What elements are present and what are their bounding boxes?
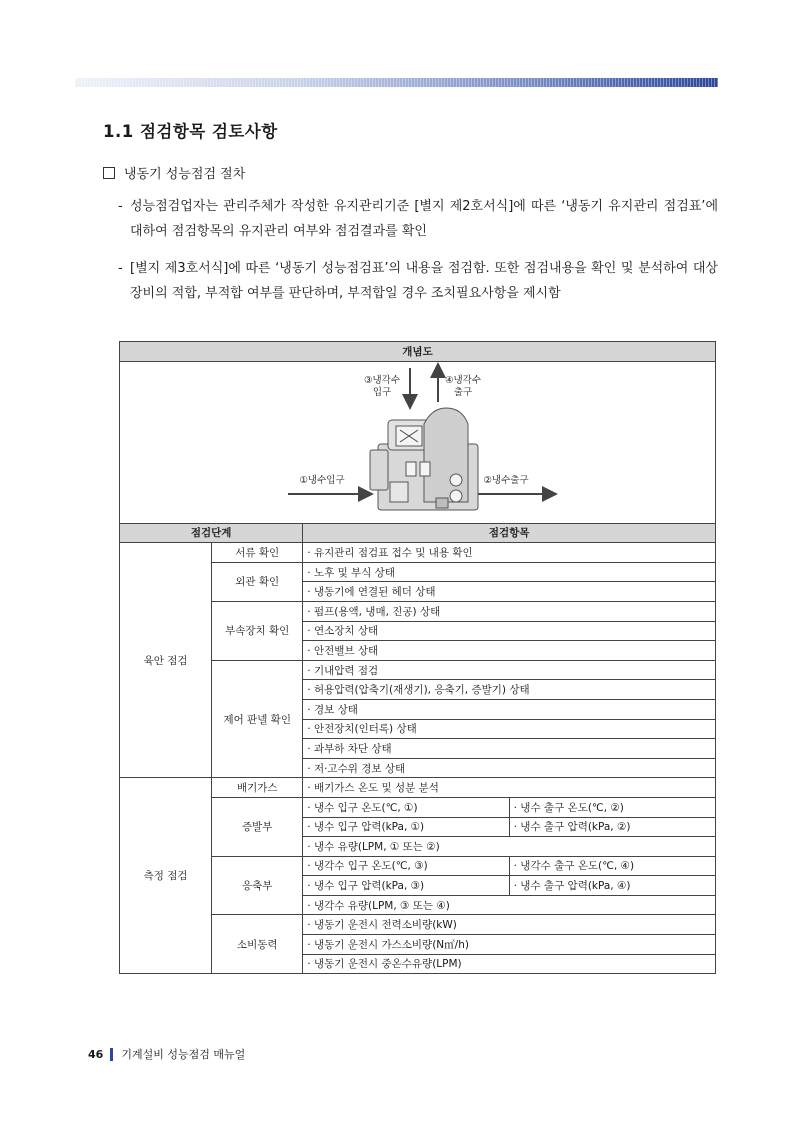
item-cell: · 안전장치(인터록) 상태: [303, 719, 716, 739]
item-cell: · 연소장치 상태: [303, 621, 716, 641]
item-cell: · 유지관리 점검표 접수 및 내용 확인: [303, 543, 716, 563]
sub-condenser: 응축부: [212, 856, 303, 915]
section-title: 1.1 점검항목 검토사항: [103, 122, 278, 141]
chiller-diagram-cell: [120, 361, 716, 523]
item-cell: · 저·고수위 경보 상태: [303, 758, 716, 778]
item-cell: · 냉각수 유량(LPM, ③ 또는 ④): [303, 895, 716, 915]
procedure-heading: [103, 163, 245, 182]
sub-panel-check: 제어 판넬 확인: [212, 660, 303, 778]
item-cell: · 냉동기 운전시 가스소비량(N㎥/h): [303, 935, 716, 955]
label-cooling-water-inlet-2: 입구: [372, 386, 392, 398]
col-items-header: 점검항목: [303, 523, 716, 543]
item-cell: · 펌프(용액, 냉매, 진공) 상태: [303, 601, 716, 621]
item-cell: · 냉수 입구 압력(kPa, ①): [303, 817, 509, 837]
header-gradient-bar: [75, 78, 718, 87]
paragraph-1: [118, 194, 718, 244]
label-chilled-water-outlet: ②냉수출구: [483, 474, 529, 486]
chiller-diagram: [120, 362, 715, 523]
footer-title: 기계설비 성능점검 매뉴얼: [121, 1048, 246, 1061]
sub-doc-check: 서류 확인: [212, 543, 303, 563]
item-cell: · 냉각수 입구 온도(℃, ③): [303, 856, 509, 876]
page-footer: [88, 1046, 245, 1062]
item-cell: · 냉수 입구 온도(℃, ①): [303, 797, 509, 817]
chiller-machine-icon: [370, 408, 478, 510]
item-cell: · 기내압력 점검: [303, 660, 716, 680]
footer-divider: [110, 1048, 113, 1061]
dash-bullet: -: [118, 261, 123, 276]
label-cooling-water-inlet: ③냉각수: [363, 374, 401, 386]
item-cell: · 안전밸브 상태: [303, 641, 716, 661]
item-cell: · 냉수 출구 온도(℃, ②): [509, 797, 715, 817]
item-cell: · 허용압력(압축기(재생기), 응축기, 증발기) 상태: [303, 680, 716, 700]
item-cell: · 냉수 출구 압력(kPa, ④): [509, 876, 715, 896]
item-cell: · 경보 상태: [303, 699, 716, 719]
paragraph-text: 성능점검업자는 관리주체가 작성한 유지관리기준 [별지 제2호서식]에 따른 ‘냉동기 유지관리 점검표’에 대하여 점검항목의 유지관리 여부와 점검결과를 확인: [130, 199, 718, 239]
concept-header: 개념도: [120, 342, 716, 362]
stage-visual: 육안 점검: [120, 543, 212, 778]
sub-evaporator: 증발부: [212, 797, 303, 856]
stage-measure: 측정 점검: [120, 778, 212, 974]
sub-exterior-check: 외관 확인: [212, 562, 303, 601]
paragraph-text: [별지 제3호서식]에 따른 ‘냉동기 성능점검표’의 내용을 점검함. 또한 점검내용을 확인 및 분석하여 대상 장비의 적합, 부적합 여부를 판단하며, 부적합일 경우 조치필요사항을 제시함: [130, 261, 718, 301]
sub-power: 소비동력: [212, 915, 303, 974]
item-cell: · 냉동기에 연결된 헤더 상태: [303, 582, 716, 602]
sub-accessory-check: 부속장치 확인: [212, 601, 303, 660]
square-bullet-icon: [103, 167, 115, 179]
item-cell: · 냉각수 출구 온도(℃, ④): [509, 856, 715, 876]
item-cell: · 냉수 입구 압력(kPa, ③): [303, 876, 509, 896]
item-cell: · 과부하 차단 상태: [303, 739, 716, 759]
label-cooling-water-outlet-2: 출구: [453, 386, 473, 398]
label-cooling-water-outlet: ④냉각수: [444, 374, 482, 386]
item-cell: · 배기가스 온도 및 성분 분석: [303, 778, 716, 798]
item-cell: · 냉수 유량(LPM, ① 또는 ②): [303, 837, 716, 857]
sub-exhaust: 배기가스: [212, 778, 303, 798]
item-cell: · 노후 및 부식 상태: [303, 562, 716, 582]
page-number: 46: [88, 1047, 104, 1061]
dash-bullet: -: [118, 199, 123, 214]
label-chilled-water-inlet: ①냉수입구: [299, 474, 345, 486]
item-cell: · 냉동기 운전시 전력소비량(kW): [303, 915, 716, 935]
item-cell: · 냉동기 운전시 중온수유량(LPM): [303, 954, 716, 974]
paragraph-2: [118, 256, 718, 306]
col-stage-header: 점검단계: [120, 523, 303, 543]
procedure-heading-text: 냉동기 성능점검 절차: [124, 167, 246, 182]
inspection-table: [119, 341, 716, 974]
item-cell: · 냉수 출구 압력(kPa, ②): [509, 817, 715, 837]
